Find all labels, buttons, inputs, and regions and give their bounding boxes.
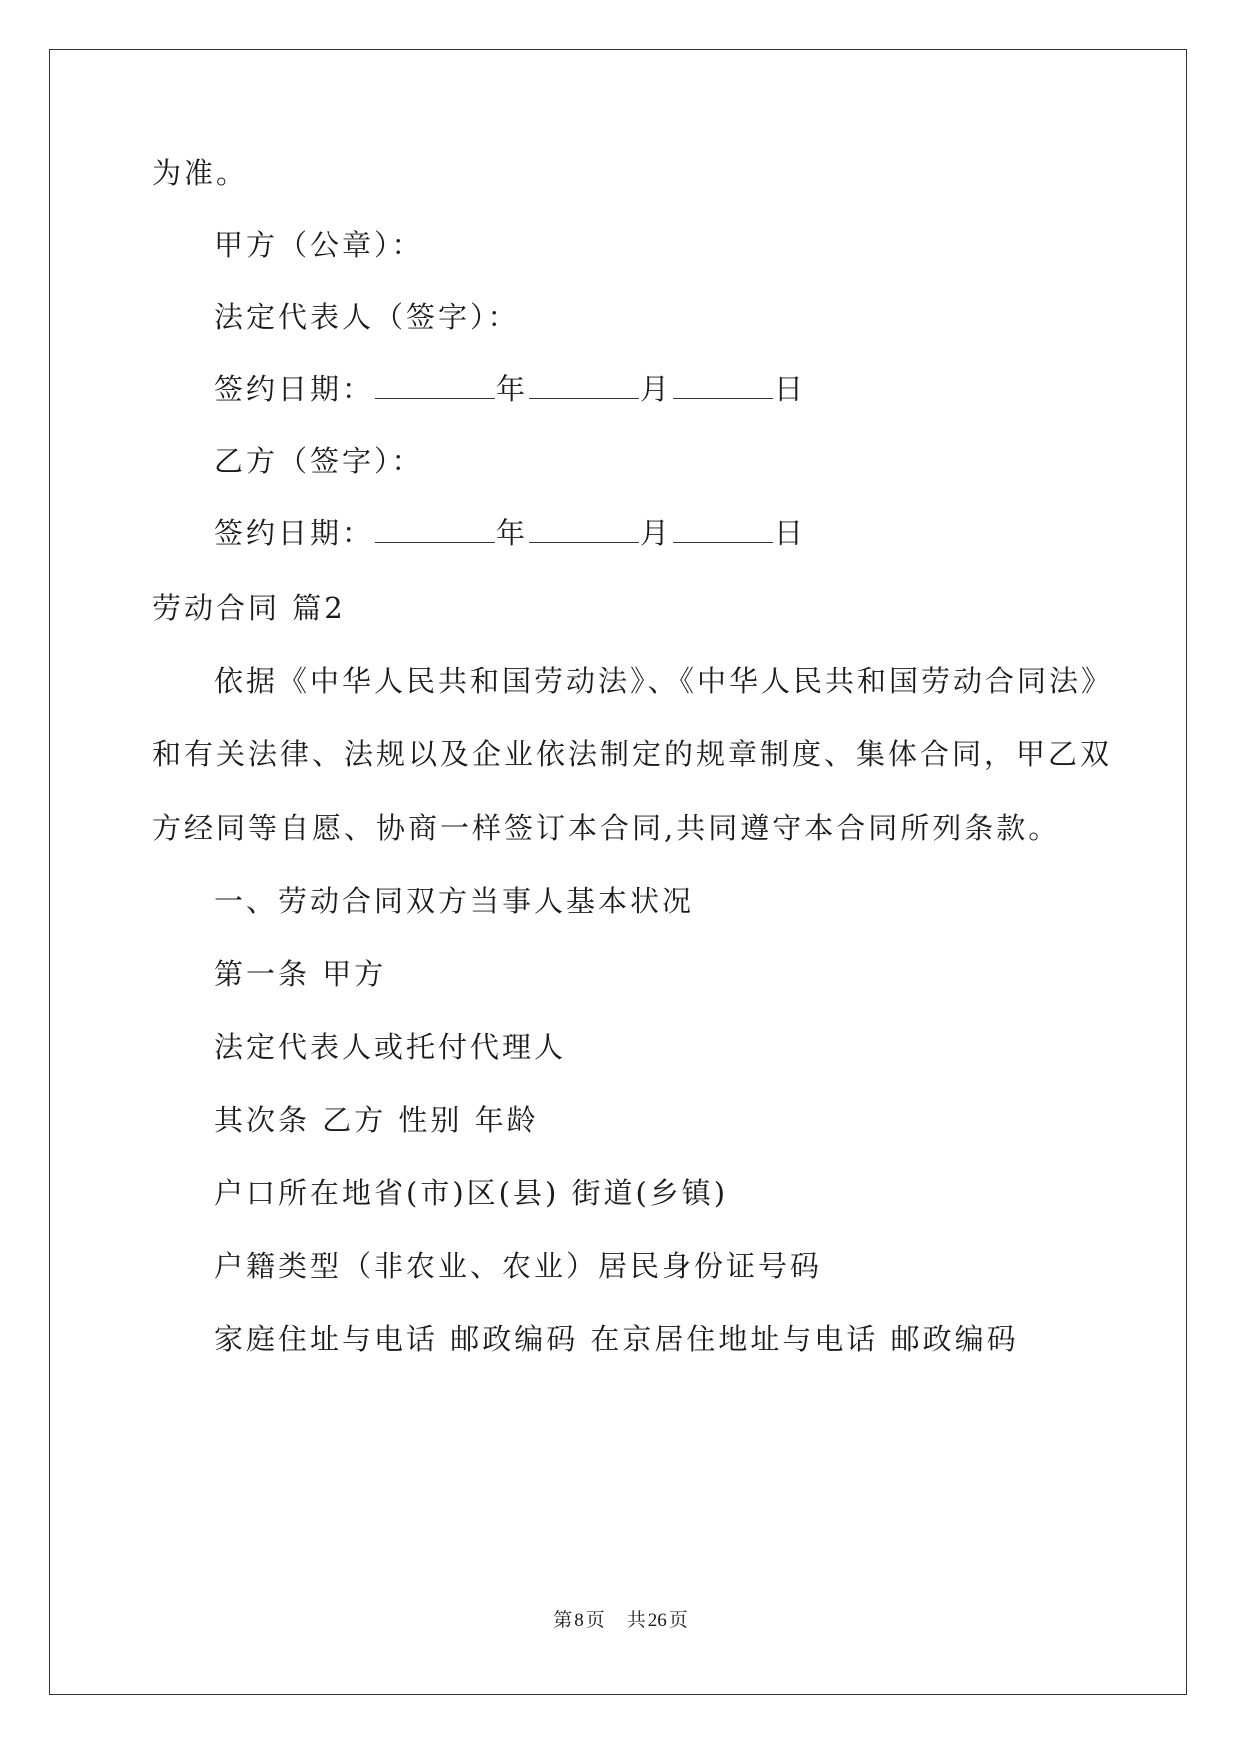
party-a-seal-label: 甲方（公章）： (214, 228, 424, 262)
paragraph-line: 方经同等自愿、协商一样签订本合同,共同遵守本合同所列条款。 (152, 811, 1061, 845)
day-label: 日 (774, 516, 807, 550)
page-border (49, 49, 1187, 1695)
article-1: 第一条 甲方 (214, 957, 387, 991)
day-blank (673, 372, 773, 399)
page-suffix: 页 (585, 1610, 605, 1631)
party-a-sign-date (214, 371, 806, 407)
month-blank (529, 372, 639, 399)
heading-basic-info: 一、劳动合同双方当事人基本状况 (214, 884, 695, 918)
total-pages: 26 (647, 1610, 667, 1631)
paragraph-line: 依据《中华人民共和国劳动法》、《中华人民共和国劳动合同法》 (214, 664, 1114, 698)
text-line-continuation: 为准。 (152, 156, 249, 190)
party-b-sign-label: 乙方（签字）： (214, 444, 424, 478)
sign-date-label: 签约日期： (214, 372, 375, 406)
year-blank (375, 372, 495, 399)
day-blank (673, 516, 773, 543)
year-label: 年 (496, 516, 529, 550)
paragraph-line: 和有关法律、法规以及企业依法制定的规章制度、集体合同，甲乙双 (152, 737, 1113, 771)
legal-or-agent-line: 法定代表人或托付代理人 (214, 1030, 567, 1064)
year-label: 年 (496, 372, 529, 406)
section-title: 劳动合同 篇2 (152, 591, 346, 625)
day-label: 日 (774, 372, 807, 406)
sign-date-label: 签约日期： (214, 516, 375, 550)
month-label: 月 (640, 516, 673, 550)
hukou-address-line: 户口所在地省(市)区(县) 街道(乡镇) (214, 1176, 729, 1210)
page-footer (0, 1605, 1241, 1632)
total-suffix: 页 (668, 1610, 688, 1631)
legal-rep-sign-label: 法定代表人（签字）： (214, 300, 520, 334)
article-2: 其次条 乙方 性别 年龄 (214, 1103, 539, 1137)
month-label: 月 (640, 372, 673, 406)
party-b-sign-date (214, 515, 806, 551)
year-blank (375, 516, 495, 543)
home-address-line: 家庭住址与电话 邮政编码 在京居住地址与电话 邮政编码 (214, 1322, 1019, 1356)
page-number: 8 (574, 1610, 584, 1631)
total-prefix: 共 (626, 1610, 646, 1631)
page-prefix: 第 (553, 1610, 573, 1631)
month-blank (529, 516, 639, 543)
hukou-type-line: 户籍类型（非农业、农业）居民身份证号码 (214, 1249, 823, 1283)
